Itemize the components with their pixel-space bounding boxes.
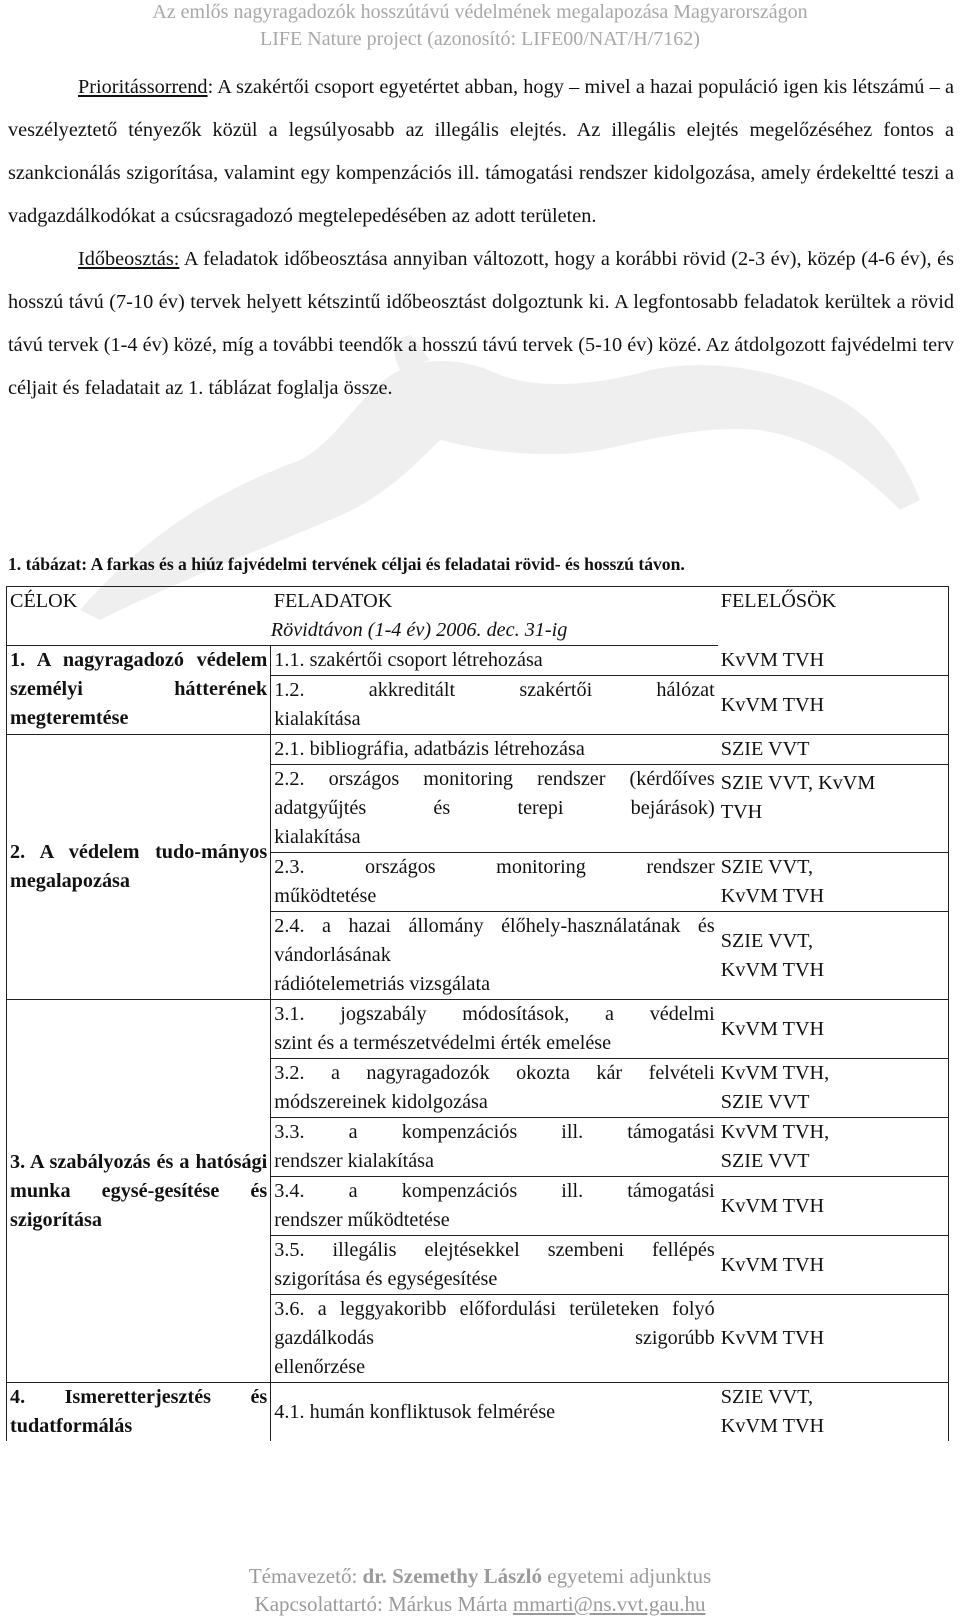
table-row [7,1000,949,1059]
responsible-cell: KvVM TVH, SZIE VVT [718,1059,949,1118]
footer-contact: Kapcsolattartó: Márkus Márta mmarti@ns.vvt.gau.hu [254,1592,706,1616]
table-row [7,646,949,676]
priority-text: : A szakértői csoport egyetértet abban, hogy – mivel a hazai populáció igen kis létszámú – a veszélyeztető tényezők közül a legsúlyosabb az illegális elejtés. Az illegális elejtés megelőzéséhez fontos a szankcionálás szigorítása, valamint egy kompenzációs ill. támogatási rendszer kidolgozása, amely érdekeltté teszi a vadgazdálkodókat a csúcsragadozó megtelepedésében az adott területen. [8,76,954,227]
col-header-goals: CÉLOK [7,587,271,617]
paragraph-priority [8,66,954,238]
responsible-cell: KvVM TVH [718,676,949,735]
task-cell: 3.6. a leggyakoribb előfordulási területeken folyó gazdálkodás szigorúbb ellenőrzése [271,1295,718,1383]
task-cell: 3.3. a kompenzációs ill. támogatási rendszer kialakítása [271,1118,718,1177]
task-cell: 3.5. illegális elejtésekkel szembeni fellépés szigorítása és egységesítése [271,1236,718,1295]
responsible-cell: SZIE VVT, KvVM TVH [718,912,949,1000]
responsible-cell: SZIE VVT [718,735,949,765]
task-cell: 4.1. humán konfliktusok felmérése [274,1400,556,1423]
task-cell: 2.4. a hazai állomány élőhely-használatának és vándorlásának rádiótelemetriás vizsgálata [271,912,718,1000]
short-term-subheader: Rövidtávon (1-4 év) 2006. dec. 31-ig [271,616,718,646]
goal-4: 4. Ismeretterjesztés és tudatformálás [7,1383,271,1442]
priority-label: Prioritássorrend [78,76,208,98]
header-project-title: Az emlős nagyragadozók hosszútávú védelmének megalapozása Magyarországon [152,1,808,23]
task-cell: 3.2. a nagyragadozók okozta kár felvételi módszereinek kidolgozása [271,1059,718,1118]
responsible-cell: SZIE VVT, KvVM TVH [718,853,949,912]
responsible-cell: KvVM TVH [718,1236,949,1295]
goal-1: 1. A nagyragadozó védelem személyi hátterének megteremtése [7,646,271,735]
task-cell: 2.3. országos monitoring rendszer működtetése [271,853,718,912]
responsible-cell: SZIE VVT, KvVM TVH [718,765,949,853]
task-cell: 2.2. országos monitoring rendszer (kérdőíves adatgyűjtés és terepi bejárások) kialakítása [271,765,718,853]
header-project-id: LIFE Nature project (azonosító: LIFE00/NAT/H/7162) [260,28,700,50]
responsible-cell: SZIE VVT, KvVM TVH [718,1383,949,1442]
task-cell: 2.1. bibliográfia, adatbázis létrehozása [271,735,718,765]
task-cell: 1.2. akkreditált szakértői hálózat kialakítása [271,676,718,735]
responsible-cell: KvVM TVH [718,646,949,676]
goal-3: 3. A szabályozás és a hatósági munka egysé-gesítése és szigorítása [7,1000,271,1383]
responsible-cell: KvVM TVH [718,1295,949,1383]
table-caption: 1. tábázat: A farkas és a hiúz fajvédelmi tervének céljai és feladatai rövid- és hosszú távon. [8,554,685,574]
responsible-cell: KvVM TVH, SZIE VVT [718,1118,949,1177]
schedule-text: A feladatok időbeosztása annyiban változott, hogy a korábbi rövid (2-3 év), közép (4-6 év), és hosszú távú (7-10 év) tervek helyett kétszintű időbeosztást dolgoztunk ki. A legfontosabb feladatok kerültek a rövid távú tervek (1-4 év) közé, míg a további teendők a hosszú távú tervek (5-10 év) közé. Az átdolgozott fajvédelmi terv céljait és feladatait az 1. táblázat foglalja össze. [8,248,954,399]
supervisor-name: dr. Szemethy László [362,1564,542,1588]
table-row [7,1383,949,1442]
col-header-responsible: FELELŐSÖK [718,587,949,617]
table-subheader-row [7,616,949,646]
responsible-cell: KvVM TVH [718,1000,949,1059]
body-text [8,66,954,410]
responsible-cell: KvVM TVH [718,1177,949,1236]
col-header-tasks: FELADATOK [271,587,718,617]
contact-email-link[interactable]: mmarti@ns.vvt.gau.hu [512,1592,706,1616]
goals-table [6,586,949,1441]
task-cell: 1.1. szakértői csoport létrehozása [271,646,718,676]
table-row [7,735,949,765]
task-cell: 3.4. a kompenzációs ill. támogatási rendszer működtetése [271,1177,718,1236]
footer-supervisor: Témavezető: dr. Szemethy László egyetemi adjunktus [248,1564,712,1588]
schedule-label: Időbeosztás: [78,248,180,270]
paragraph-schedule [8,238,954,410]
table-header-row [7,587,949,617]
task-cell: 3.1. jogszabály módosítások, a védelmi szint és a természetvédelmi érték emelése [271,1000,718,1059]
page-footer [0,1562,960,1618]
goal-2: 2. A védelem tudo-mányos megalapozása [7,735,271,1000]
